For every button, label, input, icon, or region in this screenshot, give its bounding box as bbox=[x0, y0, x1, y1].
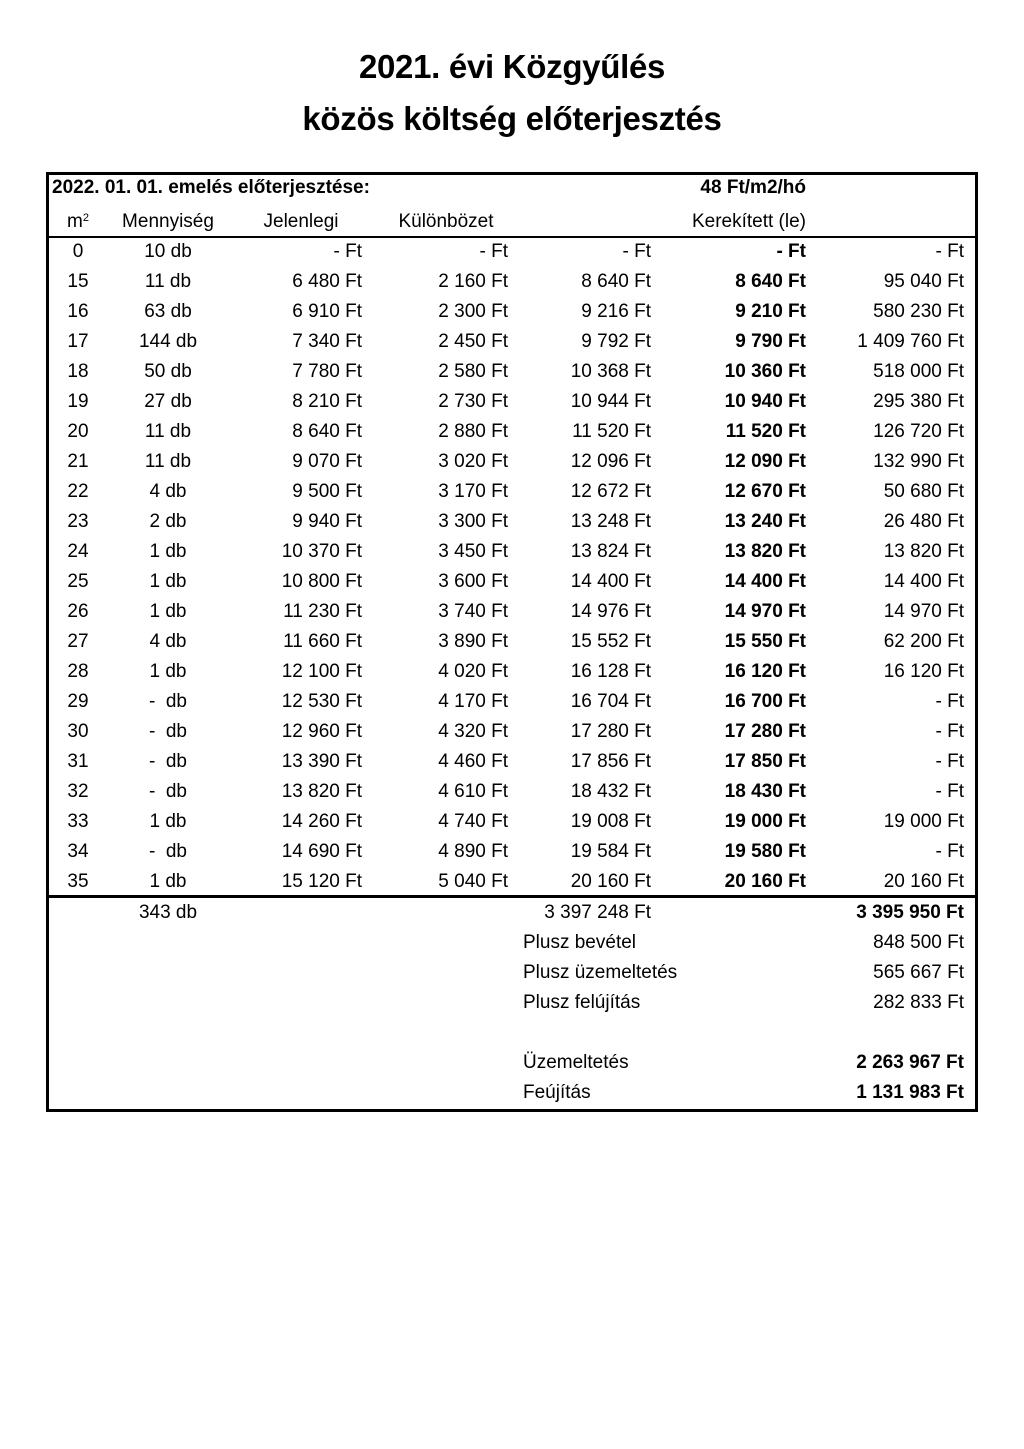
total-new-fee: 3 397 248 Ft bbox=[544, 902, 651, 923]
cell-difference: 2 160 Ft bbox=[438, 271, 508, 292]
cell-quantity: - db bbox=[148, 841, 188, 862]
cell-quantity: - db bbox=[148, 781, 188, 802]
cell-difference: 3 450 Ft bbox=[438, 541, 508, 562]
cell-rounded: 8 640 Ft bbox=[735, 271, 806, 292]
cell-rounded: 9 210 Ft bbox=[735, 301, 806, 322]
cell-rounded: 19 000 Ft bbox=[724, 811, 806, 832]
cell-total: - Ft bbox=[935, 781, 964, 802]
cell-total: 132 990 Ft bbox=[873, 451, 964, 472]
cell-current: 10 800 Ft bbox=[281, 571, 362, 592]
cell-rounded: - Ft bbox=[776, 241, 806, 262]
summary-divider bbox=[46, 895, 978, 898]
cell-current: 13 390 Ft bbox=[281, 751, 362, 772]
cell-m2: 0 bbox=[72, 241, 84, 262]
cell-m2: 28 bbox=[67, 661, 89, 682]
cell-current: 12 100 Ft bbox=[281, 661, 362, 682]
cell-difference: 4 460 Ft bbox=[438, 751, 508, 772]
cell-rounded: 17 280 Ft bbox=[724, 721, 806, 742]
cell-current: 7 340 Ft bbox=[292, 331, 362, 352]
cell-difference: 3 170 Ft bbox=[438, 481, 508, 502]
cell-total: 295 380 Ft bbox=[873, 391, 964, 412]
cell-quantity: 1 db bbox=[149, 571, 187, 592]
cell-difference: 4 320 Ft bbox=[438, 721, 508, 742]
cell-rounded: 20 160 Ft bbox=[724, 871, 806, 892]
header-m2-sup: 2 bbox=[82, 212, 89, 224]
cell-m2: 35 bbox=[67, 871, 89, 892]
cell-current: - Ft bbox=[333, 241, 362, 262]
cell-rounded: 13 240 Ft bbox=[724, 511, 806, 532]
cell-quantity: 11 db bbox=[144, 271, 192, 292]
cell-new-fee: 18 432 Ft bbox=[570, 781, 651, 802]
cell-current: 8 640 Ft bbox=[292, 421, 362, 442]
cell-new-fee: 8 640 Ft bbox=[581, 271, 651, 292]
cell-current: 9 500 Ft bbox=[292, 481, 362, 502]
cell-difference: 2 880 Ft bbox=[438, 421, 508, 442]
cell-current: 11 230 Ft bbox=[283, 601, 362, 622]
cell-new-fee: - Ft bbox=[622, 241, 651, 262]
cell-new-fee: 14 400 Ft bbox=[570, 571, 651, 592]
cell-total: 20 160 Ft bbox=[883, 871, 964, 892]
cell-quantity: 1 db bbox=[149, 541, 187, 562]
header-divider bbox=[46, 236, 978, 238]
header-m2 bbox=[50, 211, 106, 233]
cell-new-fee: 13 824 Ft bbox=[570, 541, 651, 562]
cell-current: 10 370 Ft bbox=[281, 541, 362, 562]
cell-difference: 5 040 Ft bbox=[438, 871, 508, 892]
cell-rounded: 14 400 Ft bbox=[724, 571, 806, 592]
cell-current: 9 070 Ft bbox=[292, 451, 362, 472]
page-title-line-1: 2021. évi Közgyűlés bbox=[358, 48, 666, 85]
cell-rounded: 11 520 Ft bbox=[725, 421, 806, 442]
header-quantity: Mennyiség bbox=[122, 211, 214, 232]
cell-new-fee: 19 584 Ft bbox=[570, 841, 651, 862]
cell-m2: 22 bbox=[67, 481, 89, 502]
cell-difference: 4 170 Ft bbox=[438, 691, 508, 712]
cell-quantity: 63 db bbox=[144, 301, 192, 322]
cell-current: 8 210 Ft bbox=[292, 391, 362, 412]
cell-difference: 4 890 Ft bbox=[438, 841, 508, 862]
cell-total: - Ft bbox=[935, 691, 964, 712]
cell-total: 518 000 Ft bbox=[873, 361, 964, 382]
cell-quantity: 1 db bbox=[149, 811, 187, 832]
cell-quantity: 50 db bbox=[144, 361, 192, 382]
renovation-label: Feújítás bbox=[523, 1082, 591, 1103]
cell-quantity: - db bbox=[148, 691, 188, 712]
extra-operation-label: Plusz üzemeltetés bbox=[523, 962, 678, 983]
cell-quantity: 27 db bbox=[144, 391, 192, 412]
cell-difference: 4 020 Ft bbox=[438, 661, 508, 682]
cell-rounded: 18 430 Ft bbox=[724, 781, 806, 802]
header-difference: Különbözet bbox=[398, 211, 494, 232]
cell-m2: 32 bbox=[67, 781, 89, 802]
cell-total: 16 120 Ft bbox=[883, 661, 964, 682]
extra-income-value: 848 500 Ft bbox=[873, 932, 964, 953]
cell-new-fee: 10 368 Ft bbox=[570, 361, 651, 382]
header-rounded: Kerekített (le) bbox=[691, 211, 806, 232]
renovation-value: 1 131 983 Ft bbox=[856, 1082, 964, 1103]
cell-m2: 19 bbox=[67, 391, 89, 412]
cell-m2: 33 bbox=[67, 811, 89, 832]
total-rounded-fee: 3 395 950 Ft bbox=[856, 902, 964, 923]
extra-renovation-label: Plusz felújítás bbox=[523, 992, 641, 1013]
cell-m2: 23 bbox=[67, 511, 89, 532]
cell-new-fee: 15 552 Ft bbox=[570, 631, 651, 652]
cell-quantity: 10 db bbox=[144, 241, 192, 262]
cell-quantity: - db bbox=[148, 751, 188, 772]
cell-current: 9 940 Ft bbox=[292, 511, 362, 532]
cell-quantity: 1 db bbox=[149, 601, 187, 622]
cell-new-fee: 9 792 Ft bbox=[581, 331, 651, 352]
cell-total: 95 040 Ft bbox=[883, 271, 964, 292]
header-current: Jelenlegi bbox=[263, 211, 339, 232]
cell-difference: - Ft bbox=[479, 241, 508, 262]
cell-new-fee: 12 096 Ft bbox=[570, 451, 651, 472]
cell-rounded: 19 580 Ft bbox=[724, 841, 806, 862]
cell-current: 12 530 Ft bbox=[281, 691, 362, 712]
cell-difference: 2 450 Ft bbox=[438, 331, 508, 352]
cell-new-fee: 14 976 Ft bbox=[570, 601, 651, 622]
cell-m2: 17 bbox=[67, 331, 89, 352]
cell-difference: 3 600 Ft bbox=[438, 571, 508, 592]
cell-current: 6 480 Ft bbox=[292, 271, 362, 292]
cell-m2: 24 bbox=[67, 541, 89, 562]
cell-new-fee: 17 856 Ft bbox=[570, 751, 651, 772]
extra-renovation-value: 282 833 Ft bbox=[873, 992, 964, 1013]
cell-new-fee: 11 520 Ft bbox=[572, 421, 651, 442]
cell-new-fee: 10 944 Ft bbox=[570, 391, 651, 412]
cell-difference: 3 890 Ft bbox=[438, 631, 508, 652]
cell-m2: 20 bbox=[67, 421, 89, 442]
operation-label: Üzemeltetés bbox=[523, 1052, 629, 1073]
cell-total: 126 720 Ft bbox=[873, 421, 964, 442]
extra-operation-value: 565 667 Ft bbox=[873, 962, 964, 983]
cell-total: - Ft bbox=[935, 241, 964, 262]
cell-m2: 29 bbox=[67, 691, 89, 712]
cell-total: 26 480 Ft bbox=[883, 511, 964, 532]
cell-current: 12 960 Ft bbox=[281, 721, 362, 742]
cell-rounded: 14 970 Ft bbox=[724, 601, 806, 622]
cell-total: 62 200 Ft bbox=[883, 631, 964, 652]
cell-quantity: 11 db bbox=[144, 421, 192, 442]
rate-label: 48 Ft/m2/hó bbox=[700, 177, 806, 198]
cell-total: 14 400 Ft bbox=[883, 571, 964, 592]
cell-m2: 21 bbox=[67, 451, 89, 472]
cell-rounded: 10 360 Ft bbox=[724, 361, 806, 382]
cell-quantity: - db bbox=[148, 721, 188, 742]
cell-rounded: 16 120 Ft bbox=[724, 661, 806, 682]
extra-income-label: Plusz bevétel bbox=[523, 932, 637, 953]
cell-rounded: 15 550 Ft bbox=[724, 631, 806, 652]
cell-m2: 18 bbox=[67, 361, 89, 382]
cell-rounded: 16 700 Ft bbox=[724, 691, 806, 712]
cell-current: 6 910 Ft bbox=[292, 301, 362, 322]
cell-new-fee: 17 280 Ft bbox=[570, 721, 651, 742]
cell-difference: 3 300 Ft bbox=[438, 511, 508, 532]
cell-total: - Ft bbox=[935, 751, 964, 772]
cell-rounded: 12 090 Ft bbox=[724, 451, 806, 472]
total-quantity: 343 db bbox=[138, 902, 198, 923]
cell-m2: 16 bbox=[67, 301, 89, 322]
cell-quantity: 2 db bbox=[149, 511, 187, 532]
cell-difference: 4 610 Ft bbox=[438, 781, 508, 802]
cell-total: - Ft bbox=[935, 841, 964, 862]
cell-current: 11 660 Ft bbox=[283, 631, 362, 652]
cell-m2: 27 bbox=[67, 631, 89, 652]
cell-quantity: 1 db bbox=[149, 871, 187, 892]
cell-total: 580 230 Ft bbox=[873, 301, 964, 322]
proposal-label: 2022. 01. 01. emelés előterjesztése: bbox=[52, 177, 370, 198]
cell-total: - Ft bbox=[935, 721, 964, 742]
cell-rounded: 13 820 Ft bbox=[724, 541, 806, 562]
operation-value: 2 263 967 Ft bbox=[856, 1052, 964, 1073]
cell-rounded: 12 670 Ft bbox=[724, 481, 806, 502]
cell-total: 19 000 Ft bbox=[883, 811, 964, 832]
cell-quantity: 4 db bbox=[149, 481, 187, 502]
cell-m2: 25 bbox=[67, 571, 89, 592]
cell-rounded: 10 940 Ft bbox=[724, 391, 806, 412]
cell-current: 13 820 Ft bbox=[281, 781, 362, 802]
cell-new-fee: 20 160 Ft bbox=[570, 871, 651, 892]
cell-current: 14 260 Ft bbox=[281, 811, 362, 832]
header-m2-text: m bbox=[67, 211, 83, 232]
cell-difference: 3 020 Ft bbox=[438, 451, 508, 472]
cell-current: 15 120 Ft bbox=[281, 871, 362, 892]
cell-new-fee: 16 704 Ft bbox=[570, 691, 651, 712]
cell-current: 7 780 Ft bbox=[292, 361, 362, 382]
cell-rounded: 9 790 Ft bbox=[735, 331, 806, 352]
cell-new-fee: 19 008 Ft bbox=[570, 811, 651, 832]
cell-total: 50 680 Ft bbox=[883, 481, 964, 502]
page-title-line-2: közös költség előterjesztés bbox=[302, 100, 722, 137]
cell-m2: 34 bbox=[67, 841, 89, 862]
cell-new-fee: 12 672 Ft bbox=[570, 481, 651, 502]
cell-quantity: 1 db bbox=[149, 661, 187, 682]
cell-new-fee: 9 216 Ft bbox=[581, 301, 651, 322]
cell-difference: 2 580 Ft bbox=[438, 361, 508, 382]
cell-m2: 15 bbox=[67, 271, 89, 292]
cell-rounded: 17 850 Ft bbox=[724, 751, 806, 772]
cell-new-fee: 16 128 Ft bbox=[570, 661, 651, 682]
cell-m2: 31 bbox=[67, 751, 89, 772]
cell-new-fee: 13 248 Ft bbox=[570, 511, 651, 532]
cell-total: 14 970 Ft bbox=[883, 601, 964, 622]
cell-quantity: 4 db bbox=[149, 631, 187, 652]
cell-difference: 4 740 Ft bbox=[438, 811, 508, 832]
cell-difference: 2 730 Ft bbox=[438, 391, 508, 412]
cell-m2: 26 bbox=[67, 601, 89, 622]
cell-total: 13 820 Ft bbox=[883, 541, 964, 562]
cell-difference: 2 300 Ft bbox=[438, 301, 508, 322]
cell-quantity: 11 db bbox=[144, 451, 192, 472]
cell-current: 14 690 Ft bbox=[281, 841, 362, 862]
cell-quantity: 144 db bbox=[138, 331, 198, 352]
cell-m2: 30 bbox=[67, 721, 89, 742]
cell-total: 1 409 760 Ft bbox=[857, 331, 964, 352]
cell-difference: 3 740 Ft bbox=[438, 601, 508, 622]
